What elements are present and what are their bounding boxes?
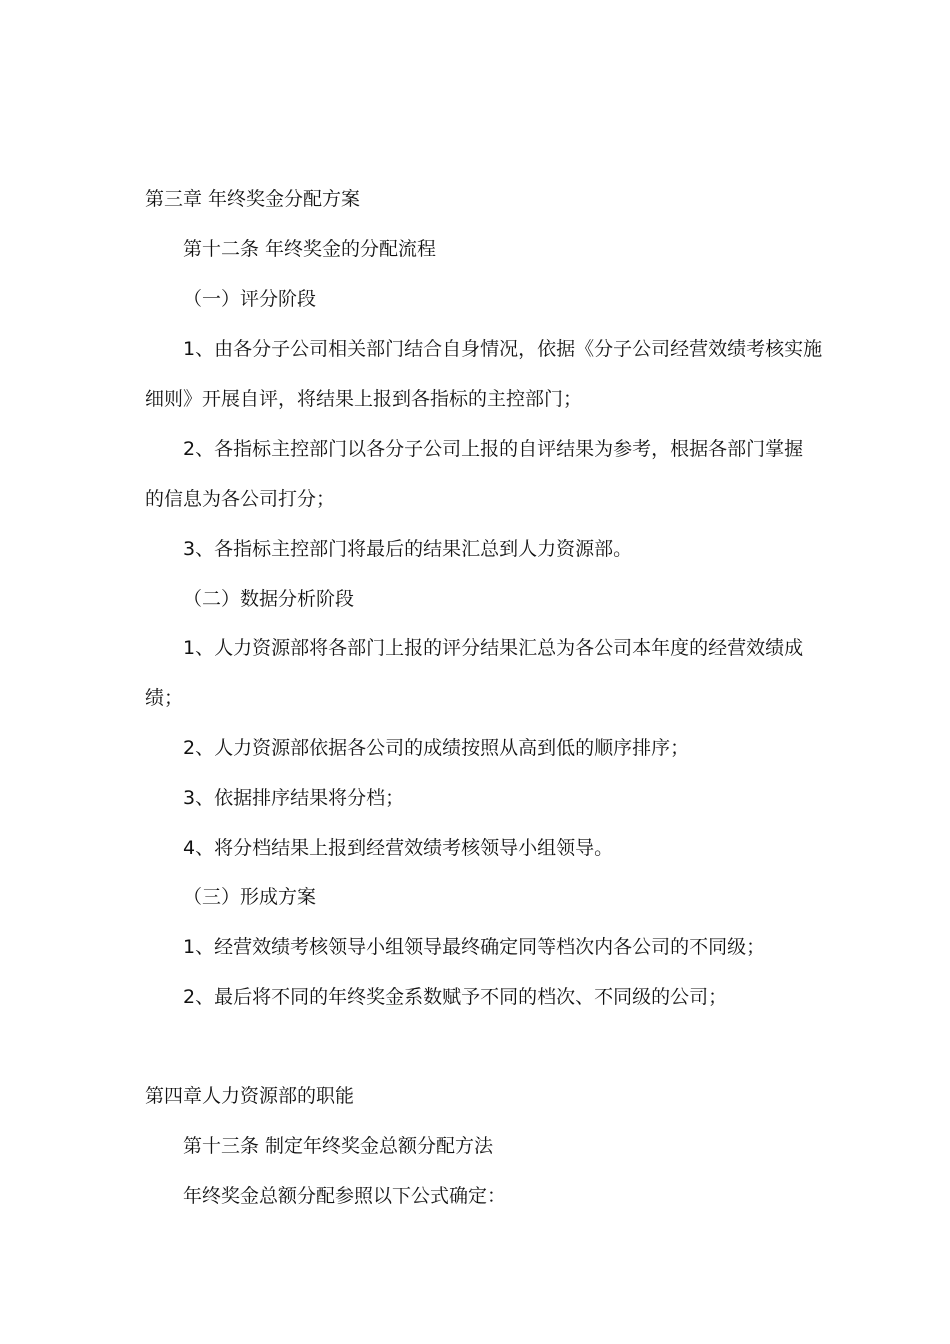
stage-1-item-2-line-1: 2、各指标主控部门以各分子公司上报的自评结果为参考，根据各部门掌握 bbox=[183, 438, 804, 460]
stage-2-item-3: 3、依据排序结果将分档； bbox=[183, 787, 405, 809]
stage-2-item-2: 2、人力资源部依据各公司的成绩按照从高到低的顺序排序； bbox=[183, 737, 690, 759]
stage-2-item-1-line-1: 1、人力资源部将各部门上报的评分结果汇总为各公司本年度的经营效绩成 bbox=[183, 637, 804, 659]
stage-1-heading: （一）评分阶段 bbox=[183, 288, 317, 310]
stage-2-heading: （二）数据分析阶段 bbox=[183, 588, 355, 610]
stage-3-item-2: 2、最后将不同的年终奖金系数赋予不同的档次、不同级的公司； bbox=[183, 986, 728, 1008]
stage-2-item-4: 4、将分档结果上报到经营效绩考核领导小组领导。 bbox=[183, 837, 614, 859]
stage-1-item-3: 3、各指标主控部门将最后的结果汇总到人力资源部。 bbox=[183, 538, 633, 560]
stage-1-item-1-line-2: 细则》开展自评，将结果上报到各指标的主控部门； bbox=[145, 388, 583, 410]
stage-3-item-1: 1、经营效绩考核领导小组领导最终确定同等档次内各公司的不同级； bbox=[183, 936, 766, 958]
stage-1-item-1-line-1: 1、由各分子公司相关部门结合自身情况，依据《分子公司经营效绩考核实施 bbox=[183, 338, 823, 360]
article-12-heading: 第十二条 年终奖金的分配流程 bbox=[183, 238, 437, 260]
stage-1-item-2-line-2: 的信息为各公司打分； bbox=[145, 488, 336, 510]
formula-intro: 年终奖金总额分配参照以下公式确定： bbox=[183, 1185, 507, 1207]
stage-2-item-1-line-2: 绩； bbox=[145, 687, 184, 709]
chapter-3-title: 第三章 年终奖金分配方案 bbox=[145, 188, 361, 210]
chapter-4-title: 第四章人力资源部的职能 bbox=[145, 1085, 355, 1107]
stage-3-heading: （三）形成方案 bbox=[183, 886, 317, 908]
article-13-heading: 第十三条 制定年终奖金总额分配方法 bbox=[183, 1135, 494, 1157]
